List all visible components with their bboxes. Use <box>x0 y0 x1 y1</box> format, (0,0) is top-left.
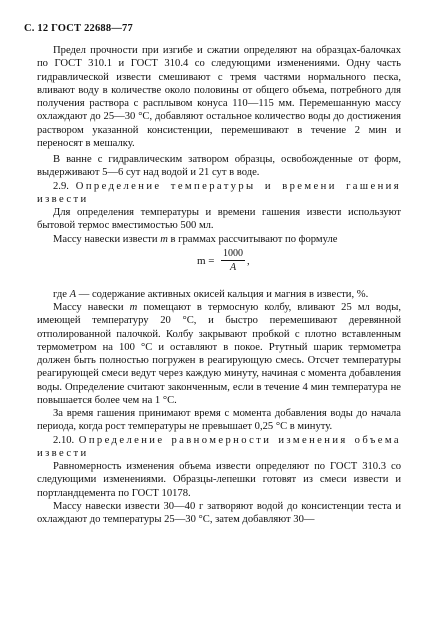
formula-block <box>37 248 401 282</box>
section-2-10-title: Определение равномерности изменения объема извести <box>37 434 401 459</box>
paragraph-hydraulic-bath: В ванне с гидравлическим затвором образцы, освобожденные от форм, выдерживают 5—6 сут над водой и 21 сут в воде. <box>37 154 401 179</box>
section-2-10-heading <box>37 434 401 461</box>
variable-m-2: m <box>129 302 138 313</box>
formula-comma: , <box>247 255 250 267</box>
section-2-9-heading <box>37 180 401 207</box>
section-2-10-number: 2.10. <box>53 434 75 446</box>
paragraph-thermos: Для определения температуры и времени гашения извести используют бытовой термос вместимостью 500 мл. <box>37 207 401 232</box>
paragraph-strength-test: Предел прочности при изгибе и сжатии определяют на образцах-балочках по ГОСТ 310.1 и ГОСТ 310.4 со следующими изменениями. Одну часть гидравлической извести смешивают с тремя частями нормального песка, вливают воду в количестве около половины от общего объема, потребного для получения раствора с расплывом конуса 110—115 мм. Перемешанную массу охлаждают до 25—30 °С, добавляют остальное количество воды до достижения раствором указанной консистенции, перемешивают в течение 2 мин и переносят в мешалку. <box>37 45 401 149</box>
section-2-9-title: Определение температуры и времени гашения извести <box>37 180 401 205</box>
paragraph-procedure: Массу навески m помещают в термосную колбу, вливают 25 мл воды, имеющей температуру 20 °С, и быстро перемешивают деревянной отполированной палочкой. Колбу закрывают пробкой с плотно вставленным термометром на 100 °С и оставляют в покое. Ртутный шарик термометра должен быть полностью погружен в реагирующую смесь. Отсчет температуры реагирующей смеси ведут через каждую минуту, начиная с момента добавления воды. Определение считают законченным, если в течение 4 мин температура не повышается более чем на 1 °С. <box>37 302 401 406</box>
formula-numerator: 1000 <box>223 247 243 259</box>
section-2-9-number: 2.9. <box>53 180 69 192</box>
paragraph-volume-uniformity: Равномерность изменения объема извести определяют по ГОСТ 310.3 со следующими изменениями. Образцы-лепешки готовят из смеси извести и портландцемента по ГОСТ 10178. <box>37 461 401 499</box>
page-header: С. 12 ГОСТ 22688—77 <box>24 23 133 34</box>
formula-denominator: A <box>229 261 237 273</box>
formula-lhs: m = <box>197 254 215 267</box>
paragraph-sample-mass: Массу навески извести m в граммах рассчитывают по формуле <box>53 233 338 245</box>
paragraph-slaking-time: За время гашения принимают время с момента добавления воды до начала периода, когда рост температуры не превышает 0,25 °С в минуту. <box>37 408 401 433</box>
formula-fraction <box>221 248 245 274</box>
document-body <box>37 44 401 526</box>
variable-m: m <box>160 233 168 245</box>
variable-a: A <box>69 288 77 300</box>
paragraph-where-a: где A — содержание активных окисей кальция и магния в извести, %. <box>53 288 369 300</box>
paragraph-mixing: Массу навески извести 30—40 г затворяют водой до консистенции теста и охлаждают до температуры 25—30 °С, затем добавляют 30— <box>37 500 401 525</box>
